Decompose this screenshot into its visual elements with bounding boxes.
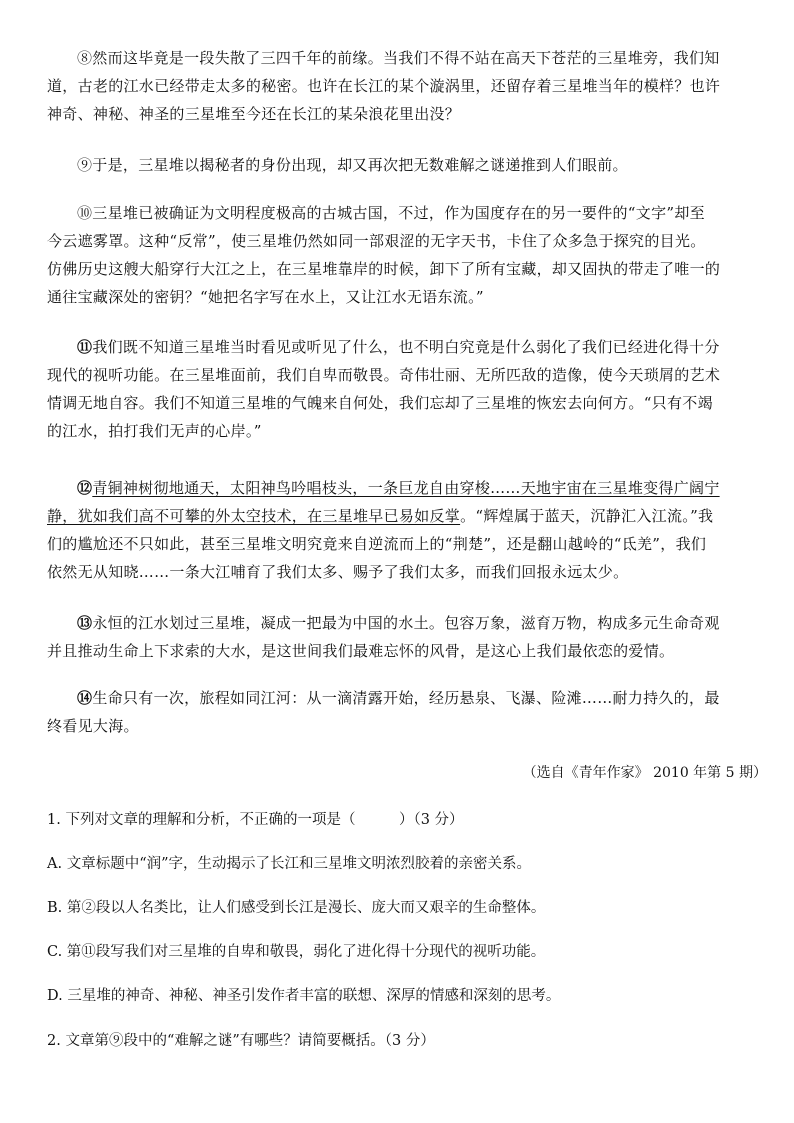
option-b: B. 第②段以人名类比，让人们感受到长江是漫长、庞大而又艰辛的生命整体。: [47, 900, 546, 916]
paragraph-number: ⑬: [77, 614, 93, 632]
source-citation: （选自《青年作家》 2010 年第 5 期）: [522, 765, 767, 781]
paragraph-line: 们的尴尬还不只如此，甚至三星堆文明究竟来自逆流而上的“荆楚”，还是翻山越岭的“氐羌”，我们: [47, 535, 707, 553]
question-1: 1. 下列对文章的理解和分析，不正确的一项是（ ）（3 分）: [47, 812, 464, 828]
paragraph-line: 今云遮雾罩。这种“反常”，使三星堆仍然如同一部艰涩的无字天书，卡住了众多急于探究的目光。: [47, 232, 706, 250]
question-2: 2. 文章第⑨段中的“难解之谜”有哪些？请简要概括。（3 分）: [47, 1033, 435, 1049]
paragraph-line: ⑧然而这毕竟是一段失散了三四千年的前缘。当我们不得不站在高天下苍茫的三星堆旁，我们知: [77, 49, 720, 67]
paragraph-text: 生命只有一次，旅程如同江河：从一滴清露开始，经历悬泉、飞瀑、险滩……耐力持久的，最: [92, 689, 720, 707]
underlined-text: 青铜神树彻地通天，太阳神鸟吟唱枝头，一条巨龙自由穿梭……天地宇宙在三星堆变得广阔宁: [92, 479, 720, 497]
paragraph-text: 永恒的江水划过三星堆，凝成一把最为中国的水土。包容万象，滋育万物，构成多元生命奇观: [92, 614, 720, 632]
paragraph-line: 的江水，拍打我们无声的心岸。”: [47, 422, 262, 440]
paragraph-line: 并且推动生命上下求索的大水，是这世间我们最难忘怀的风骨，是这心上我们最依恋的爱情。: [47, 642, 675, 660]
paragraph-line: 道，古老的江水已经带走太多的秘密。也许在长江的某个漩涡里，还留存着三星堆当年的模样？也许: [47, 77, 721, 95]
paragraph-line: 情调无地自容。我们不知道三星堆的气魄来自何处，我们忘却了三星堆的恢宏去向何方。“只有不竭: [47, 394, 713, 412]
paragraph-line: 通往宝藏深处的密钥？“她把名字写在水上，又让江水无语东流。”: [47, 288, 484, 306]
paragraph-line: 现代的视听功能。在三星堆面前，我们自卑而敬畏。奇伟壮丽、无所匹敌的造像，使今天琐屑的艺术: [47, 366, 721, 384]
paragraph-line: ⑨于是，三星堆以揭秘者的身份出现，却又再次把无数难解之谜递推到人们眼前。: [77, 156, 628, 174]
paragraph-11: [47, 333, 751, 445]
paragraph-line: ⑩三星堆已被确证为文明程度极高的古城古国，不过，作为国度存在的另一要件的“文字”却至: [77, 204, 705, 222]
paragraph-number: ⑪: [77, 338, 93, 356]
paragraph-14: [47, 684, 751, 740]
paragraph-text: 。“辉煌属于蓝天，沉静汇入江流。”我: [460, 507, 714, 525]
underlined-text: 静，犹如我们高不可攀的外太空技术，在三星堆早已易如反掌: [47, 507, 461, 525]
option-d: D. 三星堆的神奇、神秘、神圣引发作者丰富的联想、深厚的情感和深刻的思考。: [47, 988, 561, 1004]
paragraph-8: [47, 44, 751, 128]
paragraph-number: ⑭: [77, 689, 93, 707]
paragraph-line: [47, 333, 751, 361]
paragraph-line: [47, 609, 751, 637]
paragraph-line: [47, 502, 751, 530]
paragraph-line: [47, 684, 751, 712]
paragraph-line: 依然无从知晓……一条大江哺育了我们太多、赐予了我们太多，而我们回报永远太少。: [47, 563, 629, 581]
paragraph-9: [47, 151, 751, 179]
paragraph-line: [47, 474, 751, 502]
option-c: C. 第⑪段写我们对三星堆的自卑和敬畏，弱化了进化得十分现代的视听功能。: [47, 944, 546, 960]
paragraph-12: [47, 474, 751, 586]
paragraph-number: ⑫: [77, 479, 93, 497]
paragraph-10: [47, 199, 751, 311]
paragraph-line: 仿佛历史这艘大船穿行大江之上，在三星堆靠岸的时候，卸下了所有宝藏，却又固执的带走了唯一的: [47, 260, 721, 278]
paragraph-line: 终看见大海。: [47, 717, 139, 735]
paragraph-text: 我们既不知道三星堆当时看见或听见了什么，也不明白究竟是什么弱化了我们已经进化得十分: [92, 338, 720, 356]
paragraph-line: 神奇、神秘、神圣的三星堆至今还在长江的某朵浪花里出没？: [47, 105, 461, 123]
option-a: A. 文章标题中“润”字，生动揭示了长江和三星堆文明浓烈胶着的亲密关系。: [47, 856, 532, 872]
paragraph-13: [47, 609, 751, 665]
